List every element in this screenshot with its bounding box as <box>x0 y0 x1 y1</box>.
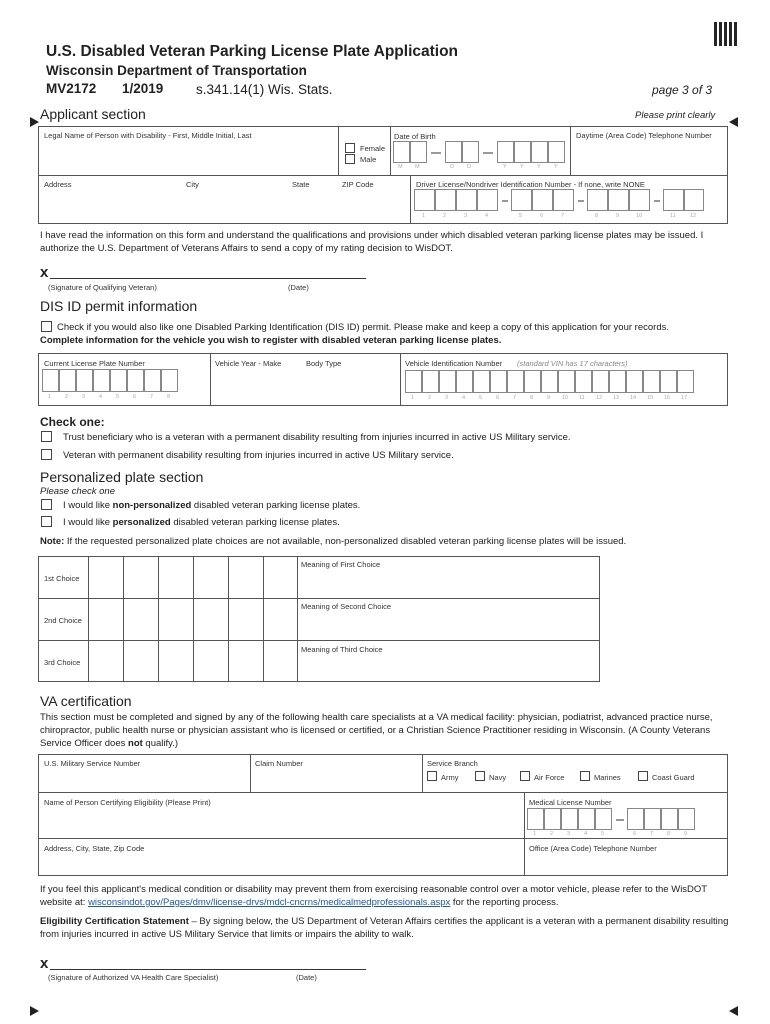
address-field[interactable] <box>42 190 406 222</box>
dob-digit-label: M <box>415 164 420 170</box>
vin-field[interactable] <box>405 370 725 402</box>
dl-digit-label: 2 <box>443 213 447 219</box>
branch-label: Air Force <box>534 773 565 782</box>
service-branch-label: Service Branch <box>427 759 478 768</box>
personalized-plate-heading: Personalized plate section <box>40 469 204 485</box>
dis-id-check-text: Check if you would also like one Disabled Parking Identification (DIS ID) permit. Please make and keep a copy of this application for your records. <box>57 322 669 333</box>
coast-guard-checkbox[interactable] <box>638 771 648 781</box>
vin-digit-label: 5 <box>479 395 483 401</box>
branch-label: Navy <box>489 773 507 782</box>
vin-digit-label: 8 <box>530 395 534 401</box>
vin-digit-label: 15 <box>647 395 654 401</box>
vin-digit-label: 11 <box>579 395 585 401</box>
dob-label: Date of Birth <box>394 132 436 141</box>
branch-label: Marines <box>594 773 621 782</box>
veteran-disability-checkbox[interactable] <box>41 449 52 460</box>
license-digit-label: 3 <box>567 831 571 837</box>
plate-digit-label: 3 <box>82 394 86 400</box>
license-digit-label: 7 <box>650 831 654 837</box>
third-choice-meaning-input[interactable] <box>299 654 598 681</box>
dl-digit-label: 10 <box>636 213 643 219</box>
plate-number-field[interactable] <box>42 369 206 402</box>
veteran-signature-line[interactable] <box>50 278 366 279</box>
veteran-disability-label: Veteran with permanent disability resulting from injuries incurred in active US Military service. <box>63 450 454 461</box>
trust-beneficiary-label: Trust beneficiary who is a veteran with a permanent disability resulting from injuries incurred in active US Military service. <box>63 432 571 443</box>
body-type-label: Body Type <box>306 359 342 368</box>
dl-digit-label: 8 <box>595 213 599 219</box>
plate-digit-label: 8 <box>167 394 171 400</box>
service-number-label: U.S. Military Service Number <box>44 759 141 768</box>
dl-digit-label: 9 <box>616 213 620 219</box>
meaning-label: Meaning of Second Choice <box>301 602 392 611</box>
male-label: Male <box>360 155 377 164</box>
applicant-section-heading: Applicant section <box>40 106 146 122</box>
va-intro-text: This section must be completed and signed by any of the following health care specialists at a VA medical facility: physician, podiatrist, advanced practice nurse, chiropractor, public health nurse or physician assistant who is licensed or certified, or a Christian Science Practitioner residing in Wisconsin. (A County Veterans Service Officer does not qualify.) <box>40 712 713 749</box>
vin-digit-label: 14 <box>630 395 637 401</box>
authorization-statement: I have read the information on this form and understand the qualifications and provisions under which disabled veteran parking license plates may be issued. I authorize the U.S. Department of Veterans Affairs to send a copy of my rating decision to WisDOT. <box>40 230 704 254</box>
dob-digit-label: Y <box>520 164 524 170</box>
male-checkbox[interactable] <box>345 154 355 164</box>
branch-label: Coast Guard <box>652 773 695 782</box>
vin-digit-label: 7 <box>513 395 517 401</box>
meaning-label: Meaning of First Choice <box>301 560 381 569</box>
address-label: Address <box>44 180 72 189</box>
air-force-checkbox[interactable] <box>520 771 530 781</box>
section-arrow-left-icon <box>729 117 738 127</box>
first-choice-input[interactable] <box>89 557 296 597</box>
please-check-one-note: Please check one <box>40 486 115 497</box>
form-revision: 1/2019 <box>122 81 164 96</box>
plate-digit-label: 6 <box>133 394 137 400</box>
dob-field[interactable] <box>393 141 568 171</box>
va-signature-x-mark: x <box>40 955 49 972</box>
dob-digit-label: Y <box>503 164 507 170</box>
vin-digit-label: 1 <box>411 395 415 401</box>
vin-digit-label: 16 <box>664 395 671 401</box>
vin-digit-label: 12 <box>596 395 603 401</box>
zip-label: ZIP Code <box>342 180 374 189</box>
personalized-label: I would like personalized disabled veteran parking license plates. <box>63 517 340 528</box>
dl-number-field[interactable] <box>414 189 704 221</box>
claim-number-field[interactable] <box>254 769 418 790</box>
phone-field[interactable] <box>574 142 726 172</box>
dob-digit-label: D <box>467 164 471 170</box>
choice-row-label: 2nd Choice <box>44 616 82 625</box>
dl-digit-label: 11 <box>670 213 676 219</box>
department-name: Wisconsin Department of Transportation <box>46 63 307 78</box>
plate-digit-label: 4 <box>99 394 103 400</box>
second-choice-meaning-input[interactable] <box>299 612 598 639</box>
dl-digit-label: 7 <box>561 213 565 219</box>
vin-digit-label: 2 <box>428 395 432 401</box>
vehicle-year-make-label: Vehicle Year - Make <box>215 359 282 368</box>
wisdot-medical-link[interactable]: wisconsindot.gov/Pages/dmv/license-drvs/mdcl-cncrns/medicalmedprofessionals.aspx <box>88 897 451 908</box>
va-certification-heading: VA certification <box>40 693 132 709</box>
phone-label: Daytime (Area Code) Telephone Number <box>576 131 712 140</box>
license-digit-label: 9 <box>684 831 688 837</box>
personalized-note: Note: If the requested personalized plate choices are not available, non-personalized disabled veteran parking license plates will be issued. <box>40 536 627 547</box>
city-label: City <box>186 180 199 189</box>
va-date-label: (Date) <box>296 973 317 982</box>
check-one-heading: Check one: <box>40 415 105 429</box>
license-digit-label: 4 <box>584 831 588 837</box>
second-choice-input[interactable] <box>89 599 296 639</box>
dob-digit-label: Y <box>537 164 541 170</box>
meaning-label: Meaning of Third Choice <box>301 645 383 654</box>
non-personalized-checkbox[interactable] <box>41 499 52 510</box>
dob-digit-label: D <box>450 164 454 170</box>
dl-digit-label: 12 <box>690 213 697 219</box>
marines-checkbox[interactable] <box>580 771 590 781</box>
dis-id-heading: DIS ID permit information <box>40 298 198 314</box>
dl-digit-label: 4 <box>485 213 489 219</box>
personalized-checkbox[interactable] <box>41 516 52 527</box>
vin-digit-label: 17 <box>681 395 688 401</box>
print-clearly-note: Please print clearly <box>635 110 716 121</box>
army-checkbox[interactable] <box>427 771 437 781</box>
plate-digit-label: 1 <box>48 394 52 400</box>
choice-row-label: 1st Choice <box>44 574 80 583</box>
third-choice-input[interactable] <box>89 641 296 681</box>
vin-digit-label: 3 <box>445 395 449 401</box>
veteran-date-label: (Date) <box>288 283 309 292</box>
plate-digit-label: 2 <box>65 394 69 400</box>
claim-number-label: Claim Number <box>255 759 303 768</box>
vin-label: Vehicle Identification Number <box>405 359 503 368</box>
first-choice-meaning-input[interactable] <box>299 570 598 597</box>
office-phone-field[interactable] <box>527 854 725 874</box>
qr-code <box>714 22 738 46</box>
license-digit-label: 5 <box>601 831 605 837</box>
license-digit-label: 8 <box>667 831 671 837</box>
dl-digit-label: 1 <box>422 213 426 219</box>
form-title: U.S. Disabled Veteran Parking License Plate Application <box>46 43 459 60</box>
statute-reference: s.341.14(1) Wis. Stats. <box>196 82 333 97</box>
complete-vehicle-info-text: Complete information for the vehicle you wish to register with disabled veteran parking license plates. <box>40 335 502 346</box>
license-digit-label: 6 <box>633 831 637 837</box>
plate-digit-label: 7 <box>150 394 154 400</box>
non-personalized-label: I would like non-personalized disabled veteran parking license plates. <box>63 500 361 511</box>
dl-digit-label: 6 <box>540 213 544 219</box>
dob-digit-label: Y <box>554 164 558 170</box>
dl-label: Driver License/Nondriver Identification Number - If none, write NONE <box>416 180 645 189</box>
vin-note: (standard VIN has 17 characters) <box>517 359 628 368</box>
vin-digit-label: 10 <box>562 395 569 401</box>
dob-digit-label: M <box>398 164 403 170</box>
legal-name-label: Legal Name of Person with Disability - First, Middle Initial, Last <box>44 131 252 140</box>
service-number-field[interactable] <box>42 769 246 790</box>
state-label: State <box>292 180 310 189</box>
certifier-address-label: Address, City, State, Zip Code <box>44 844 145 853</box>
plate-number-label: Current License Plate Number <box>44 359 145 368</box>
va-signature-line[interactable] <box>50 969 366 970</box>
plate-digit-label: 5 <box>116 394 120 400</box>
eligibility-statement: Eligibility Certification Statement – By signing below, the US Department of Veteran Affairs certifies the applicant is a veteran with a permanent disability resulting from injuries incurred in active US Military Service that limits or impairs the ability to walk. <box>40 916 729 940</box>
medical-license-field[interactable] <box>527 808 725 838</box>
office-phone-label: Office (Area Code) Telephone Number <box>529 844 657 853</box>
dl-digit-label: 5 <box>519 213 523 219</box>
dis-id-checkbox[interactable] <box>41 321 52 332</box>
choice-row-label: 3rd Choice <box>44 658 81 667</box>
va-signature-label: (Signature of Authorized VA Health Care Specialist) <box>48 973 219 982</box>
navy-checkbox[interactable] <box>475 771 485 781</box>
medical-concern-text: If you feel this applicant's medical condition or disability may prevent them from exercising reasonable control over a motor vehicle, please refer to the WisDOT website at: wisconsindot.gov/Pages/dmv/license-drvs/mdcl-cncrns/medicalmedprofessionals.aspx for the reporting process. <box>40 884 707 908</box>
female-label: Female <box>360 144 386 153</box>
branch-label: Army <box>441 773 459 782</box>
signature-x-mark: x <box>40 264 49 281</box>
dl-digit-label: 3 <box>464 213 468 219</box>
vin-digit-label: 9 <box>547 395 551 401</box>
vin-digit-label: 6 <box>496 395 500 401</box>
vin-digit-label: 13 <box>613 395 620 401</box>
trust-beneficiary-checkbox[interactable] <box>41 431 52 442</box>
license-digit-label: 2 <box>550 831 554 837</box>
form-number: MV2172 <box>46 81 97 96</box>
footer-arrow-left-icon <box>729 1006 738 1016</box>
veteran-signature-label: (Signature of Qualifying Veteran) <box>48 283 157 292</box>
legal-name-field[interactable] <box>42 142 334 172</box>
vin-digit-label: 4 <box>462 395 466 401</box>
page-number: page 3 of 3 <box>652 83 713 97</box>
certifier-address-field[interactable] <box>42 854 520 874</box>
certifier-name-label: Name of Person Certifying Eligibility (Please Print) <box>44 798 211 807</box>
certifier-name-field[interactable] <box>42 808 520 836</box>
medical-license-label: Medical License Number <box>529 798 612 807</box>
footer-arrow-right-icon <box>30 1006 39 1016</box>
female-checkbox[interactable] <box>345 143 355 153</box>
vehicle-year-make-field[interactable] <box>214 369 396 402</box>
license-digit-label: 1 <box>533 831 537 837</box>
